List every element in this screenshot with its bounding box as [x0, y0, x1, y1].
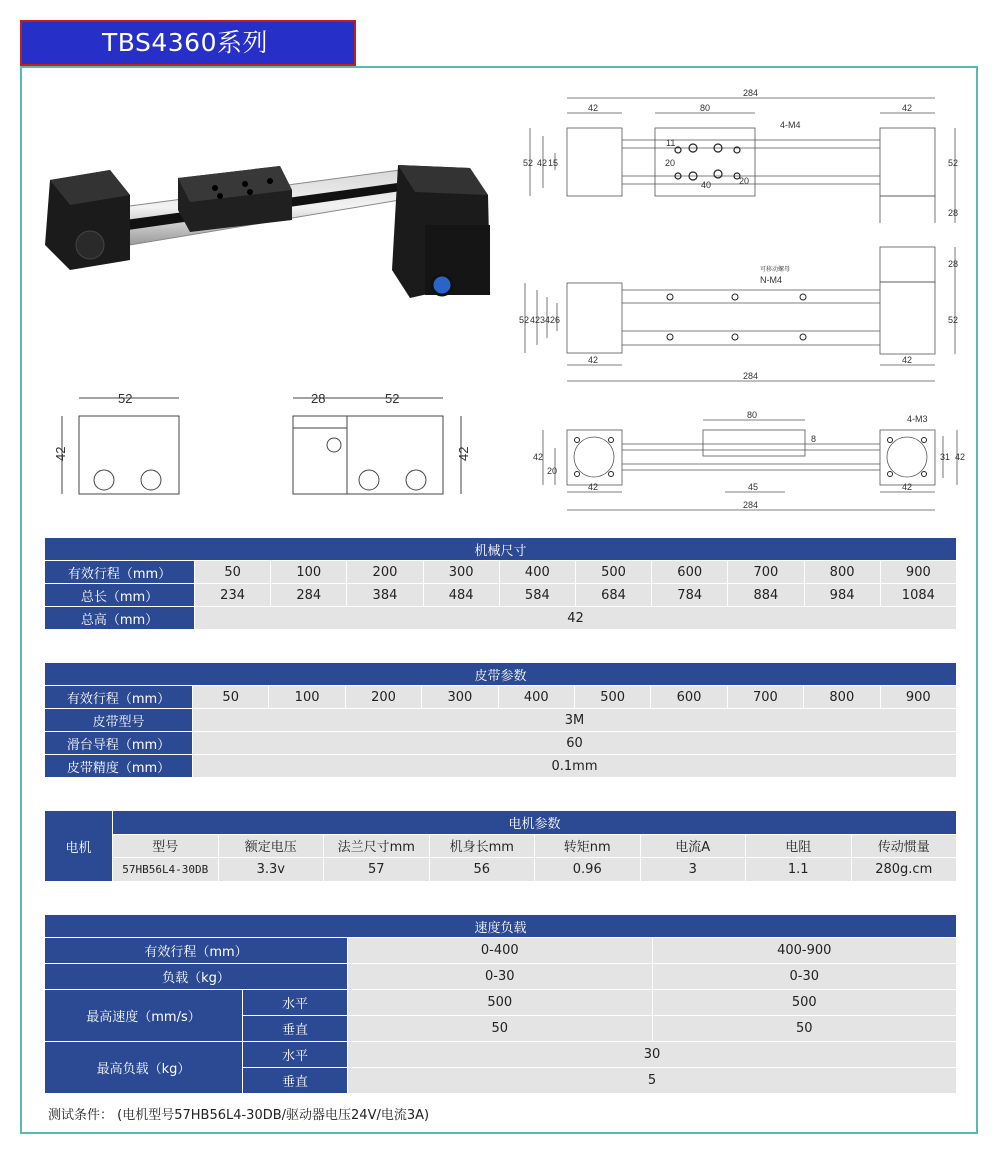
belt-accuracy-row: 皮带精度（mm） 0.1mm [45, 755, 956, 777]
mech-height-row: 总高（mm） 42 [45, 607, 956, 629]
motor-value-row: 57HB56L4-30DB 3.3v 57 56 0.96 3 1.1 280g.cm [45, 858, 956, 881]
svg-text:42: 42 [902, 103, 913, 113]
svg-text:31: 31 [940, 452, 951, 462]
svg-text:11: 11 [666, 138, 676, 148]
svg-text:28: 28 [948, 208, 959, 218]
svg-text:28: 28 [311, 391, 326, 406]
svg-text:20: 20 [665, 158, 676, 168]
svg-text:80: 80 [700, 103, 711, 113]
svg-text:42: 42 [588, 103, 599, 113]
max-load-horizontal-row: 最高负载（kg） 水平 30 [45, 1042, 956, 1067]
belt-header: 皮带参数 [45, 663, 956, 685]
svg-text:42: 42 [955, 452, 966, 462]
svg-text:42: 42 [537, 158, 548, 168]
drawing-end-view-1 [50, 388, 190, 500]
belt-type-row: 皮带型号 3M [45, 709, 956, 731]
dim-top-overall: 284 [743, 88, 759, 98]
mech-header: 机械尺寸 [45, 538, 956, 560]
svg-text:20: 20 [739, 176, 750, 186]
drawing-side-view [515, 245, 975, 390]
svg-text:可移动螺母: 可移动螺母 [760, 267, 791, 273]
svg-text:26: 26 [550, 315, 561, 325]
svg-text:20: 20 [547, 466, 558, 476]
max-speed-horizontal-row: 最高速度（mm/s） 水平 500 500 [45, 990, 956, 1015]
svg-text:N-M4: N-M4 [760, 275, 782, 285]
svg-text:15: 15 [548, 158, 559, 168]
svg-text:42: 42 [533, 452, 544, 462]
svg-text:52: 52 [385, 391, 400, 406]
motor-column-row: 型号 额定电压 法兰尺寸mm 机身长mm 转矩nm 电流A 电阻 传动惯量 [45, 835, 956, 858]
speed-load-row: 负载（kg） 0-30 0-30 [45, 964, 956, 989]
svg-text:4-M4: 4-M4 [780, 120, 801, 130]
svg-text:52: 52 [523, 158, 534, 168]
svg-text:4-M3: 4-M3 [907, 414, 928, 424]
svg-text:42: 42 [902, 355, 913, 365]
svg-text:40: 40 [701, 180, 712, 190]
belt-table [44, 662, 957, 778]
svg-text:42: 42 [588, 482, 599, 492]
svg-text:80: 80 [747, 410, 758, 420]
svg-text:284: 284 [743, 500, 759, 510]
speed-header: 速度负载 [45, 915, 956, 937]
svg-text:42: 42 [902, 482, 913, 492]
svg-text:34: 34 [540, 315, 551, 325]
page-title: TBS4360系列 [20, 20, 356, 66]
speed-stroke-row: 有效行程（mm） 0-400 400-900 [45, 938, 956, 963]
mech-length-row: 总长（mm） 234 284 384 484 584 684 784 884 984 1084 [45, 584, 956, 606]
max-speed-vertical-row: 垂直 50 50 [45, 1016, 956, 1041]
product-photo [30, 150, 500, 310]
svg-text:52: 52 [118, 391, 133, 406]
drawing-top-view [515, 88, 975, 223]
motor-side-label: 电机 [45, 811, 112, 881]
svg-text:8: 8 [811, 434, 817, 444]
svg-text:284: 284 [743, 371, 759, 381]
svg-text:45: 45 [748, 482, 759, 492]
test-condition-note: 测试条件： (电机型号57HB56L4-30DB/驱动器电压24V/电流3A) [48, 1108, 430, 1123]
belt-stroke-row: 有效行程（mm） 50 100 200 300 400 500 600 700 800 900 [45, 686, 956, 708]
svg-text:42: 42 [530, 315, 541, 325]
svg-text:28: 28 [948, 259, 959, 269]
drawing-end-view-2 [285, 388, 475, 500]
speed-table [44, 914, 957, 1094]
drawing-bottom-view [515, 408, 975, 518]
svg-text:42: 42 [588, 355, 599, 365]
mech-table [44, 537, 957, 630]
motor-header: 电机参数 [113, 811, 956, 834]
svg-text:52: 52 [519, 315, 530, 325]
motor-table [44, 810, 957, 882]
svg-text:42: 42 [53, 446, 68, 461]
svg-text:52: 52 [948, 315, 959, 325]
svg-text:42: 42 [456, 446, 471, 461]
belt-lead-row: 滑台导程（mm） 60 [45, 732, 956, 754]
max-load-vertical-row: 垂直 5 [45, 1068, 956, 1093]
svg-text:52: 52 [948, 158, 959, 168]
mech-stroke-row: 有效行程（mm） 50 100 200 300 400 500 600 700 800 900 [45, 561, 956, 583]
